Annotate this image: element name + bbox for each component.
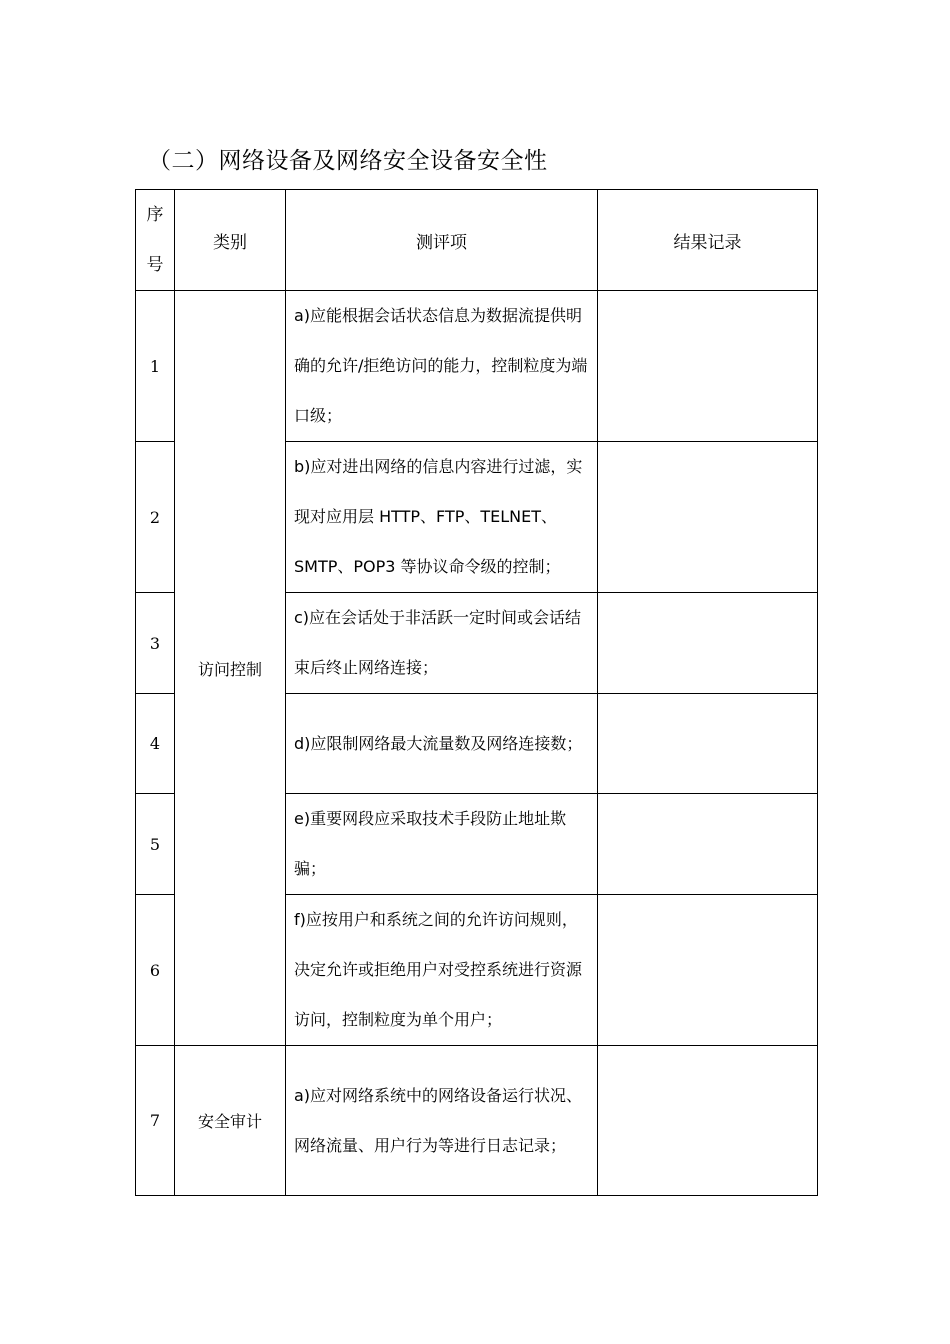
evaluation-item: d)应限制网络最大流量数及网络连接数； — [286, 694, 598, 794]
table-header-row — [136, 190, 818, 291]
row-number: 7 — [136, 1046, 175, 1196]
row-number: 4 — [136, 694, 175, 794]
header-item: 测评项 — [286, 190, 598, 291]
header-result: 结果记录 — [598, 190, 818, 291]
evaluation-item: a)应对网络系统中的网络设备运行状况、网络流量、用户行为等进行日志记录； — [286, 1046, 598, 1196]
section-heading: （二）网络设备及网络安全设备安全性 — [148, 148, 548, 174]
result-cell[interactable] — [598, 794, 818, 895]
result-cell[interactable] — [598, 694, 818, 794]
evaluation-table — [135, 189, 818, 1196]
result-cell[interactable] — [598, 593, 818, 694]
row-number: 6 — [136, 895, 175, 1046]
result-cell[interactable] — [598, 442, 818, 593]
evaluation-item: c)应在会话处于非活跃一定时间或会话结束后终止网络连接； — [286, 593, 598, 694]
table-row — [136, 1046, 818, 1196]
row-number: 5 — [136, 794, 175, 895]
result-cell[interactable] — [598, 1046, 818, 1196]
evaluation-item: e)重要网段应采取技术手段防止地址欺骗； — [286, 794, 598, 895]
result-cell[interactable] — [598, 895, 818, 1046]
header-seq: 序号 — [136, 190, 175, 291]
evaluation-item: a)应能根据会话状态信息为数据流提供明确的允许/拒绝访问的能力，控制粒度为端口级； — [286, 291, 598, 442]
evaluation-item: b)应对进出网络的信息内容进行过滤，实现对应用层 HTTP、FTP、TELNET、SMTP、POP3 等协议命令级的控制； — [286, 442, 598, 593]
row-number: 2 — [136, 442, 175, 593]
category-access-control: 访问控制 — [175, 291, 286, 1046]
table-row — [136, 291, 818, 442]
result-cell[interactable] — [598, 291, 818, 442]
header-category: 类别 — [175, 190, 286, 291]
evaluation-item: f)应按用户和系统之间的允许访问规则，决定允许或拒绝用户对受控系统进行资源访问，控制粒度为单个用户； — [286, 895, 598, 1046]
category-security-audit: 安全审计 — [175, 1046, 286, 1196]
row-number: 1 — [136, 291, 175, 442]
row-number: 3 — [136, 593, 175, 694]
